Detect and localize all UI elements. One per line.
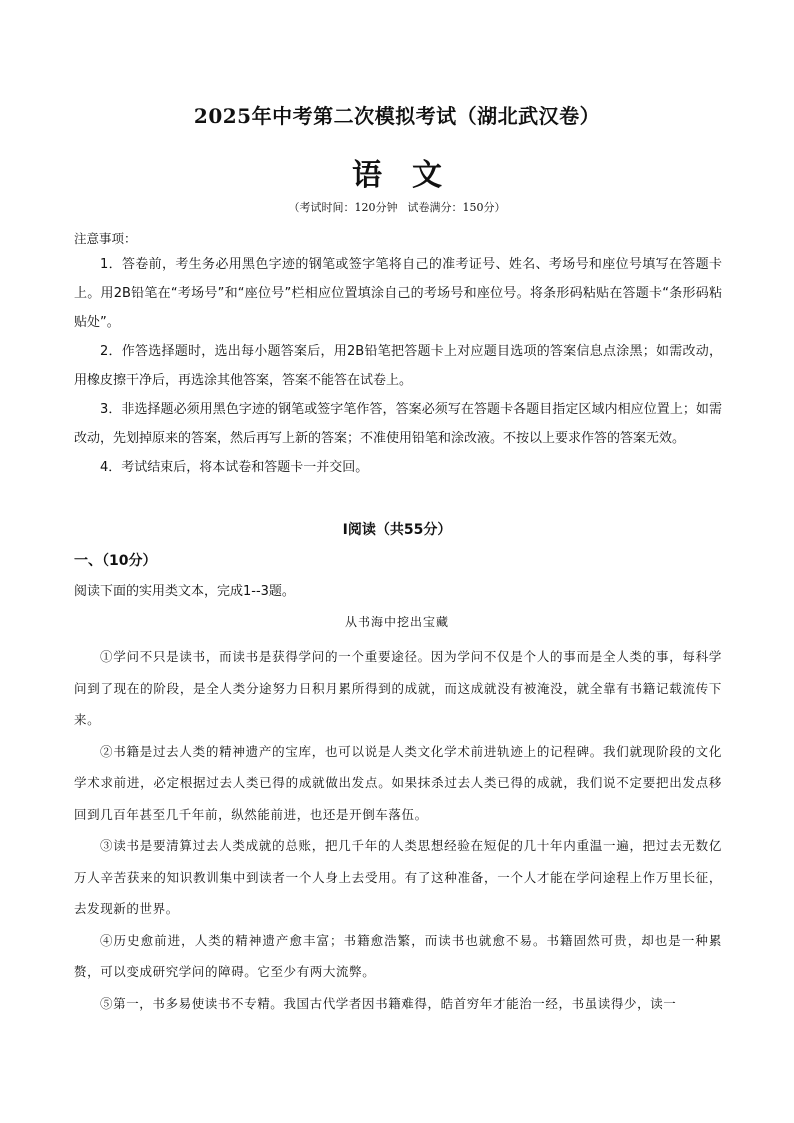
- reading-instruction: 阅读下面的实用类文本，完成1--3题。: [74, 584, 295, 599]
- article-body: [74, 641, 722, 1019]
- notice-item: 4．考试结束后，将本试卷和答题卡一并交回。: [100, 460, 369, 475]
- exam-time: （考试时间：120分钟: [288, 201, 398, 214]
- article-paragraph: ③读书是要清算过去人类成就的总账，把几千年的人类思想经验在短促的几十年内重温一遍，把过去无数亿万人辛苦获来的知识教训集中到读者一个人身上去受用。有了这种准备，一个人才能在学问途程上作万里长征，去发现新的世界。: [74, 838, 722, 916]
- article-paragraph: ②书籍是过去人类的精神遗产的宝库，也可以说是人类文化学术前进轨迹上的记程碑。我们就现阶段的文化学术求前进，必定根据过去人类已得的成就做出发点。如果抹杀过去人类已得的成就，我们说不定要把出发点移回到几百年甚至几千年前，纵然能前进，也还是开倒车落伍。: [74, 743, 722, 822]
- article-paragraph: ⑤第一，书多易使读书不专精。我国古代学者因书籍难得，皓首穷年才能治一经，书虽读得少，读一: [100, 995, 677, 1011]
- exam-info: [0, 200, 794, 216]
- exam-score: 试卷满分：150分）: [407, 201, 506, 214]
- notice-block: [74, 228, 722, 482]
- article-paragraph: ④历史愈前进，人类的精神遗产愈丰富；书籍愈浩繁，而读书也就愈不易。书籍固然可贵，却也是一种累赘，可以变成研究学问的障碍。它至少有两大流弊。: [74, 932, 722, 979]
- notice-item: 2．作答选择题时，选出每小题答案后，用2B铅笔把答题卡上对应题目选项的答案信息点涂黑；如需改动，用橡皮擦干净后，再选涂其他答案，答案不能答在试卷上。: [74, 344, 722, 388]
- article-title: 从书海中挖出宝藏: [344, 615, 449, 629]
- notice-item: 3．非选择题必须用黑色字迹的钢笔或签字笔作答，答案必须写在答题卡各题目指定区域内相应位置上；如需改动，先划掉原来的答案，然后再写上新的答案；不准使用铅笔和涂改液。不按以上要求作答的答案无效。: [74, 402, 722, 446]
- subject-title: 语文: [352, 158, 472, 193]
- section-heading: Ⅰ阅读（共55分）: [342, 522, 452, 538]
- article-paragraph: ①学问不只是读书，而读书是获得学问的一个重要途径。因为学问不仅是个人的事而是全人类的事，每科学问到了现在的阶段，是全人类分途努力日积月累所得到的成就，而这成就没有被淹没，就全靠有书籍记载流传下来。: [74, 649, 722, 727]
- notice-heading: 注意事项：: [74, 231, 137, 246]
- part-heading: 一、（10分）: [74, 553, 157, 569]
- notice-item: 1．答卷前，考生务必用黑色字迹的钢笔或签字笔将自己的准考证号、姓名、考场号和座位号填写在答题卡上。用2B铅笔在“考场号”和“座位号”栏相应位置填涂自己的考场号和座位号。将条形码粘贴在答题卡“条形码粘贴处”。: [74, 257, 722, 330]
- exam-title: 2025年中考第二次模拟考试（湖北武汉卷）: [193, 104, 601, 128]
